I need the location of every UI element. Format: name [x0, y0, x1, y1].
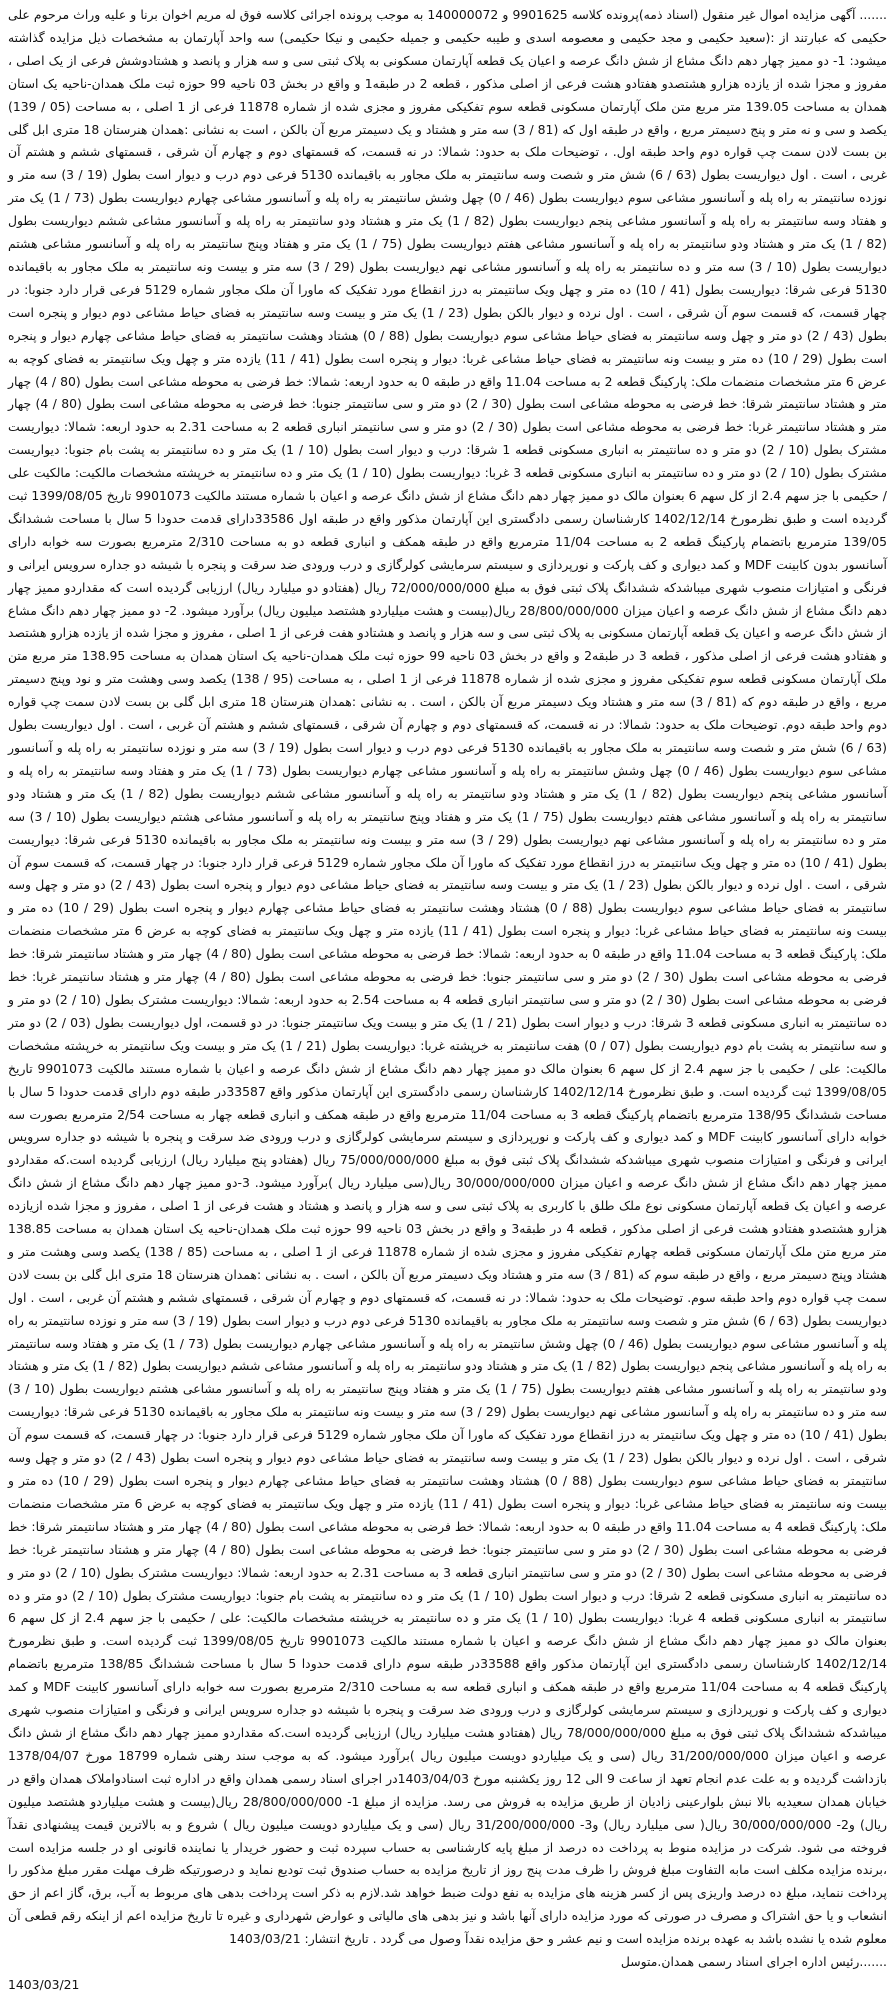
- publish-date: 1403/03/21: [8, 1976, 80, 1992]
- notice-title: آگهی مزایده اموال غیر منقول (اسناد ذمه): [638, 7, 856, 22]
- date-line: [8, 1974, 887, 1997]
- notice-body-paragraph: [8, 4, 887, 1951]
- signature-text: رئیس اداره اجرای اسناد رسمی همدان.متوسل: [620, 1954, 860, 1970]
- bullet-dots: .......: [859, 7, 887, 22]
- signature-dots: .......: [859, 1954, 887, 1970]
- notice-text: پرونده کلاسه 9901625 و 140000072 به موجب پرونده اجرائی کلاسه فوق له مریم اخوان برنا و علیه وراث مرحوم علی حکیمی که عبارتند از :(سعید حکیمی و مجد حکیمی و معصومه اسدی و طیبه حکیمی و جمیله حکیمی و نیکا حکیمی) سه واحد آپارتمان به مشخصات ذیل مزایده گذاشته میشود: 1- دو ممیز چهار دهم دانگ مشاع از شش دانگ عرصه و اعیان یک قطعه آپارتمان مسکونی به پلاک ثبتی سی و سه هزار و پانصد و هشتادوشش فرعی از یک اصلی ، مفروز و مجزا شده از یازده هزارو هشتصدو هفتادو هشت فرعی از اصلی مذکور ، قطعه 2 در طبقه1 و واقع در بخش 03 ناحیه 99 حوزه ثبت ملک همدان-ناحیه یک استان همدان به مساحت 139.05 متر مربع متن ملک آپارتمان مسکونی قطعه سوم تفکیکی مفروز و مجزی شده از شماره 11878 فرعی از 1 اصلی ، به مساحت (05 / 139) یکصد و سی و نه متر و پنج دسیمتر مربع ، واقع در طبقه اول که (81 / 3) سه متر و هشتاد و یک دسیمتر مربع آن بالکن ، است به نشانی :همدان هنرستان 18 متری ابل گلی بن بست لادن سمت چپ قواره دوم واحد طبقه اول. ، توضیحات ملک به حدود: شمالا: در نه قسمت، که قسمتهای دوم و چهارم آن شرقی ، قسمتهای ششم و هشتم آن غربی ، است . اول دیواریست بطول (63 / 6) شش متر و شصت وسه سانتیمتر به ملک مجاور به باقیمانده 5130 فرعی دوم درب و دیوار است بطول (19 / 3) سه متر و نوزده سانتیمتر به راه پله و آسانسور مشاعی سوم دیواریست بطول (46 / 0) چهل وشش سانتیمتر به راه پله و آسانسور مشاعی چهارم دیواریست بطول (73 / 1) یک متر و هفتاد وسه سانتیمتر به راه پله و آسانسور مشاعی پنجم دیواریست بطول (82 / 1) یک متر و هشتاد ودو سانتیمتر به راه پله و آسانسور مشاعی ششم دیواریست بطول (82 / 1) یک متر و هشتاد ودو سانتیمتر به راه پله و آسانسور مشاعی هفتم دیواریست بطول (75 / 1) یک متر و هفتاد وپنج سانتیمتر به راه پله و آسانسور مشاعی هشتم دیواریست بطول (10 / 3) سه متر و ده سانتیمتر به راه پله و آسانسور مشاعی نهم دیواریست بطول (29 / 3) سه متر و بیست ونه سانتیمتر به ملک مجاور به باقیمانده 5130 فرعی شرقا: دیواریست بطول (41 / 10) ده متر و چهل ویک سانتیمتر به درز انقطاع مورد تفکیک که ماورا آن ملک مجاور شماره 5129 فرعی قرار دارد جنوبا: در چهار قسمت، که قسمت سوم آن شرقی ، است . اول نرده و دیوار بالکن بطول (23 / 1) یک متر و بیست وسه سانتیمتر به فضای حیاط مشاعی دوم دیوار و پنجره است بطول (43 / 2) دو متر و چهل وسه سانتیمتر به فضای حیاط مشاعی سوم دیواریست بطول (88 / 0) هشتاد وهشت سانتیمتر به فضای حیاط مشاعی چهارم دیوار و پنجره است بطول (29 / 10) ده متر و بیست ونه سانتیمتر به فضای حیاط مشاعی غربا: دیوار و پنجره است بطول (41 / 11) یازده متر و چهل ویک سانتیمتر به فضای کوچه به عرض 6 متر مشخصات منضمات ملک: پارکینگ قطعه 2 به مساحت 11.04 واقع در طبقه 0 به حدود اربعه: شمالا: خط فرضی به محوطه مشاعی است بطول (80 / 4) چهار متر و هشتاد سانتیمتر شرقا: خط فرضی به محوطه مشاعی است بطول (30 / 2) دو متر و سی سانتیمتر جنوبا: خط فرضی به محوطه مشاعی است بطول (80 / 4) چهار متر و هشتاد سانتیمتر غربا: خط فرضی به محوطه مشاعی است بطول (30 / 2) دو متر و سی سانتیمتر انباری قطعه 2 به مساحت 2.31 به حدود اربعه: شمالا: دیواریست مشترک بطول (10 / 2) دو متر و ده سانتیمتر به انباری مسکونی قطعه 1 شرقا: درب و دیوار است بطول (10 / 1) یک متر و ده سانتیمتر به پشت بام جنوبا: دیواریست مشترک بطول (10 / 2) دو متر و ده سانتیمتر به انباری مسکونی قطعه 3 غربا: دیواریست بطول (10 / 1) یک متر و ده سانتیمتر به خرپشته مشخصات مالکیت: مالکیت علی / حکیمی با جز سهم 2.4 از کل سهم 6 بعنوان مالک دو ممیز چهار دهم دانگ مشاع از شش دانگ عرصه و اعیان با شماره مستند مالکیت 9901073 تاریخ 1399/08/05 ثبت گردیده است و طبق نظرمورخ 1402/12/14 کارشناسان رسمی دادگستری این آپارتمان مذکور واقع در طبقه اول 33586دارای قدمت حدودا 5 سال با مساحت ششدانگ 139/05 مترمربع باتضمام پارکینگ قطعه 2 به مساحت 11/04 مترمربع واقع در طبقه همکف و انباری قطعه دو به مساحت 2/310 مترمربع بصورت سه خوابه دارای آسانسور بدون کابینت MDF و کمد دیواری و کف پارکت و نورپردازی و سیستم سرمایشی کولرگازی و درب ورودی ضد سرقت و پنجره با شیشه دو جداره سرویس ایرانی و فرنگی و امتیازات منصوب شهری میباشدکه ششدانگ پلاک ثبتی فوق به مبلغ 72/000/000/000 ریال (هفتادو دو میلیارد ریال) ارزیابی گردیده است که مقداردو ممیز چهار دهم دانگ مشاع از شش دانگ عرصه و اعیان میزان 28/800/000/000 ریال(بیست و هشت میلیاردو هشتصد میلیون ریال) برآورد میشود. 2- دو ممیز چهار دهم دانگ مشاع از شش دانگ عرصه و اعیان یک قطعه آپارتمان مسکونی به پلاک ثبتی سی و سه هزار و پانصد و هشتادو هفت فرعی از 1 اصلی ، مفروز و مجزا شده از یازده هزارو هشتصد و هفتادو هشت فرعی از اصلی مذکور ، قطعه 3 در طبقه2 و واقع در بخش 03 ناحیه 99 حوزه ثبت ملک همدان-ناحیه یک استان همدان به مساحت 138.95 متر مربع متن ملک آپارتمان مسکونی قطعه سوم تفکیکی مفروز و مجزی شده از شماره 11878 فرعی از 1 اصلی ، به مساحت (95 / 138) یکصد وسی وهشت متر و نود وپنج دسیمتر مربع ، واقع در طبقه دوم که (81 / 3) سه متر و هشتاد ویک دسیمتر مربع آن بالکن ، است . به نشانی :همدان هنرستان 18 متری ابل گلی بن بست لادن سمت چپ قواره دوم واحد طبقه دوم. توضیحات ملک به حدود: شمالا: در نه قسمت، که قسمتهای دوم و چهارم آن شرقی ، قسمتهای ششم و هشتم آن غربی ، است . اول دیواریست بطول (63 / 6) شش متر و شصت وسه سانتیمتر به ملک مجاور به باقیمانده 5130 فرعی دوم درب و دیوار است بطول (19 / 3) سه متر و نوزده سانتیمتر به راه پله و آسانسور مشاعی سوم دیواریست بطول (46 / 0) چهل وشش سانتیمتر به راه پله و آسانسور مشاعی چهارم دیواریست بطول (73 / 1) یک متر و هفتاد وسه سانتیمتر به راه پله و آسانسور مشاعی پنجم دیواریست بطول (82 / 1) یک متر و هشتاد ودو سانتیمتر به راه پله و آسانسور مشاعی ششم دیواریست بطول (82 / 1) یک متر و هشتاد ودو سانتیمتر به راه پله و آسانسور مشاعی هفتم دیواریست بطول (75 / 1) یک متر و هفتاد وپنج سانتیمتر به راه پله و آسانسور مشاعی هشتم دیواریست بطول (10 / 3) سه متر و ده سانتیمتر به راه پله و آسانسور مشاعی نهم دیواریست بطول (29 / 3) سه متر و بیست ونه سانتیمتر به ملک مجاور به باقیمانده 5130 فرعی شرقا: دیواریست بطول (41 / 10) ده متر و چهل ویک سانتیمتر به درز انقطاع مورد تفکیک که ماورا آن ملک مجاور شماره 5129 فرعی قرار دارد جنوبا: در چهار قسمت، که قسمت سوم آن شرقی ، است . اول نرده و دیوار بالکن بطول (23 / 1) یک متر و بیست وسه سانتیمتر به فضای حیاط مشاعی دوم دیوار و پنجره است بطول (43 / 2) دو متر و چهل وسه سانتیمتر به فضای حیاط مشاعی سوم دیواریست بطول (88 / 0) هشتاد وهشت سانتیمتر به فضای حیاط مشاعی چهارم دیوار و پنجره است بطول (29 / 10) ده متر و بیست ونه سانتیمتر به فضای حیاط مشاعی غربا: دیوار و پنجره است بطول (41 / 11) یازده متر و چهل ویک سانتیمتر به فضای کوچه به عرض 6 متر مشخصات منضمات ملک: پارکینگ قطعه 3 به مساحت 11.04 واقع در طبقه 0 به حدود اربعه: شمالا: خط فرضی به محوطه مشاعی است بطول (80 / 4) چهار متر و هشتاد سانتیمتر شرقا: خط فرضی به محوطه مشاعی است بطول (30 / 2) دو متر و سی سانتیمتر جنوبا: خط فرضی به محوطه مشاعی است بطول (80 / 4) چهار متر و هشتاد سانتیمتر غربا: خط فرضی به محوطه مشاعی است بطول (30 / 2) دو متر و سی سانتیمتر انباری قطعه 4 به مساحت 2.54 به حدود اربعه: شمالا: دیواریست مشترک بطول (10 / 2) دو متر و ده سانتیمتر به انباری مسکونی قطعه 3 شرقا: درب و دیوار است بطول (21 / 1) یک متر و بیست ویک سانتیمتر جنوبا: در دو قسمت، اول دیواریست بطول (03 / 2) دو متر و سه سانتیمتر به پشت بام دوم دیواریست بطول (07 / 0) هفت سانتیمتر به خرپشته غربا: دیواریست بطول (21 / 1) یک متر و بیست ویک سانتیمتر به خرپشته مشخصات مالکیت: علی / حکیمی با جز سهم 2.4 از کل سهم 6 بعنوان مالک دو ممیز چهار دهم دانگ مشاع از شش دانگ عرصه و اعیان با شماره مستند مالکیت 9901073 تاریخ 1399/08/05 ثبت گردیده است. و طبق نظرمورخ 1402/12/14 کارشناسان رسمی دادگستری این آپارتمان مذکور واقع 33587در طبقه دوم دارای قدمت حدودا 5 سال با مساحت ششدانگ 138/95 مترمربع باتضمام پارکینگ قطعه 3 به مساحت 11/04 مترمربع واقع در طبقه همکف و انباری قطعه چهار به مساحت 2/54 مترمربع بصورت سه خوابه دارای آسانسور کابینت MDF و کمد دیواری و کف پارکت و نورپردازی و سیستم سرمایشی کولرگازی و درب ورودی ضد سرقت و پنجره با شیشه دو جداره سرویس ایرانی و فرنگی و امتیازات منصوب شهری میباشدکه ششدانگ پلاک ثبتی فوق به مبلغ 75/000/000/000 ریال (هفتادو پنج میلیارد ریال) ارزیابی گردیده است.که مقداردو ممیز چهار دهم دانگ مشاع از شش دانگ عرصه و اعیان میزان 30/000/000/000 ریال(سی میلیارد ریال )برآورد میشود. 3-دو ممیز چهار دهم دانگ مشاع از شش دانگ عرصه و اعیان یک قطعه آپارتمان مسکونی نوع ملک طلق با کاربری به پلاک ثبتی سی و سه هزار و پانصد و هشتاد و هشت فرعی از 1 اصلی ، مفروز و مجزا شده ازیازده هزارو هشتصدو هفتادو هشت فرعی از اصلی مذکور ، قطعه 4 در طبقه3 و واقع در بخش 03 ناحیه 99 حوزه ثبت ملک همدان-ناحیه یک استان همدان به مساحت 138.85 متر مربع متن ملک آپارتمان مسکونی قطعه چهارم تفکیکی مفروز و مجزی شده از شماره 11878 فرعی از 1 اصلی ، به مساحت (85 / 138) یکصد وسی وهشت متر و هشتاد وپنج دسیمتر مربع ، واقع در طبقه سوم که (81 / 3) سه متر و هشتاد ویک دسیمتر مربع آن بالکن ، است . به نشانی :همدان هنرستان 18 متری ابل گلی بن بست لادن سمت چپ قواره دوم واحد طبقه سوم. توضیحات ملک به حدود: شمالا: در نه قسمت، که قسمتهای دوم و چهارم آن شرقی ، قسمتهای ششم و هشتم آن غربی ، است . اول دیواریست بطول (63 / 6) شش متر و شصت وسه سانتیمتر به ملک مجاور به باقیمانده 5130 فرعی دوم درب و دیوار است بطول (19 / 3) سه متر و نوزده سانتیمتر به راه پله و آسانسور مشاعی سوم دیواریست بطول (46 / 0) چهل وشش سانتیمتر به راه پله و آسانسور مشاعی چهارم دیواریست بطول (73 / 1) یک متر و هفتاد وسه سانتیمتر به راه پله و آسانسور مشاعی پنجم دیواریست بطول (82 / 1) یک متر و هشتاد ودو سانتیمتر به راه پله و آسانسور مشاعی ششم دیواریست بطول (82 / 1) یک متر و هشتاد ودو سانتیمتر به راه پله و آسانسور مشاعی هفتم دیواریست بطول (75 / 1) یک متر و هفتاد وپنج سانتیمتر به راه پله و آسانسور مشاعی هشتم دیواریست بطول (10 / 3) سه متر و ده سانتیمتر به راه پله و آسانسور مشاعی نهم دیواریست بطول (29 / 3) سه متر و بیست ونه سانتیمتر به ملک مجاور به باقیمانده 5130 فرعی شرقا: دیواریست بطول (41 / 10) ده متر و چهل ویک سانتیمتر به درز انقطاع مورد تفکیک که ماورا آن ملک مجاور شماره 5129 فرعی قرار دارد جنوبا: در چهار قسمت، که قسمت سوم آن شرقی ، است . اول نرده و دیوار بالکن بطول (23 / 1) یک متر و بیست وسه سانتیمتر به فضای حیاط مشاعی دوم دیوار و پنجره است بطول (43 / 2) دو متر و چهل وسه سانتیمتر به فضای حیاط مشاعی سوم دیواریست بطول (88 / 0) هشتاد وهشت سانتیمتر به فضای حیاط مشاعی چهارم دیوار و پنجره است بطول (29 / 10) ده متر و بیست ونه سانتیمتر به فضای حیاط مشاعی غربا: دیوار و پنجره است بطول (41 / 11) یازده متر و چهل ویک سانتیمتر به فضای کوچه به عرض 6 متر مشخصات منضمات ملک: پارکینگ قطعه 4 به مساحت 11.04 واقع در طبقه 0 به حدود اربعه: شمالا: خط فرضی به محوطه مشاعی است بطول (80 / 4) چهار متر و هشتاد سانتیمتر شرقا: خط فرضی به محوطه مشاعی است بطول (30 / 2) دو متر و سی سانتیمتر جنوبا: خط فرضی به محوطه مشاعی است بطول (80 / 4) چهار متر و هشتاد سانتیمتر غربا: خط فرضی به محوطه مشاعی است بطول (30 / 2) دو متر و سی سانتیمتر انباری قطعه 3 به مساحت 2.31 به حدود اربعه: شمالا: دیواریست مشترک بطول (10 / 2) دو متر و ده سانتیمتر به انباری مسکونی قطعه 2 شرقا: درب و دیوار است بطول (10 / 1) یک متر و ده سانتیمتر به پشت بام جنوبا: دیواریست مشترک بطول (10 / 2) دو متر و ده سانتیمتر به انباری مسکونی قطعه 4 غربا: دیواریست بطول (10 / 1) یک متر و ده سانتیمتر به خرپشته مشخصات مالکیت: علی / حکیمی با جز سهم 2.4 از کل سهم 6 بعنوان مالک دو ممیز چهار دهم دانگ مشاع از شش دانگ عرصه و اعیان با شماره مستند مالکیت 9901073 تاریخ 1399/08/05 ثبت گردیده است. و طبق نظرمورخ 1402/12/14 کارشناسان رسمی دادگستری این آپارتمان مذکور واقع 33588در طبقه سوم دارای قدمت حدودا 5 سال با مساحت ششدانگ 138/85 مترمربع باتضمام پارکینگ قطعه 4 به مساحت 11/04 مترمربع واقع در طبقه همکف و انباری قطعه سه به مساحت 2/310 مترمربع بصورت سه خوابه دارای آسانسور کابینت MDF و کمد دیواری و کف پارکت و نورپردازی و سیستم سرمایشی کولرگازی و درب ورودی ضد سرقت و پنجره با شیشه دو جداره سرویس ایرانی و فرنگی و امتیازات منصوب شهری میباشدکه ششدانگ پلاک ثبتی فوق به مبلغ 78/000/000/000 ریال (هفتادو هشت میلیارد ریال) ارزیابی گردیده است.که مقداردو ممیز چهار دهم دانگ مشاع از شش دانگ عرصه و اعیان میزان 31/200/000/000 ریال (سی و یک میلیاردو دویست میلیون ریال )برآورد میشود. که به موجب سند رهنی شماره 18799 مورخ 1378/04/07 بازداشت گردیده و به علت عدم انجام تعهد از ساعت 9 الی 12 روز یکشنبه مورخ 1403/04/03در اجرای اسناد رسمی همدان واقع در اداره ثبت اسنادواملاک همدان واقع در خیابان همدان سعیدیه بالا نبش بلوارعینی زادیان از طریق مزایده به فروش می رسد. مزایده از مبلغ 1- 28/800/000/000 ریال(بیست و هشت میلیاردو هشتصد میلیون ریال) و2- 30/000/000/000 ریال( سی میلیارد ریال) و3- 31/200/000/000 ریال (سی و یک میلیاردو دویست میلیون ریال ) شروع و به بالاترین قیمت پیشنهادی نقدآ فروخته می شود. شرکت در مزایده منوط به پرداخت ده درصد از مبلغ پایه کارشناسی به حساب سپرده ثبت و حضور خریدار یا نماینده قانونی او در جلسه مزایده است ،برنده مزایده مکلف است مابه التفاوت مبلغ فروش را ظرف مدت پنج روز از تاریخ مزایده به حساب صندوق ثبت تودیع نماید و درصورتیکه ظرف مهلت مقرر مبلغ مذکور را پرداخت ننماید، مبلغ ده درصد واریزی پس از کسر هزینه های مزایده به نفع دولت ضبط خواهد شد.لازم به ذکر است پرداخت بدهی های مربوط به آب، برق، گاز اعم از حق انشعاب و یا حق اشتراک و مصرف در صورتی که مورد مزایده دارای آنها باشد و نیز بدهی های مالیاتی و عوارض شهرداری و غیره تا تاریخ مزایده اعم از اینکه رقم قطعی آن معلوم شده یا نشده باشد به عهده برنده مزایده است و نیم عشر و حق مزایده نقدآ وصول می گردد . تاریخ انتشار: 1403/03/21: [8, 7, 888, 1947]
- signature-line: [8, 1951, 887, 1974]
